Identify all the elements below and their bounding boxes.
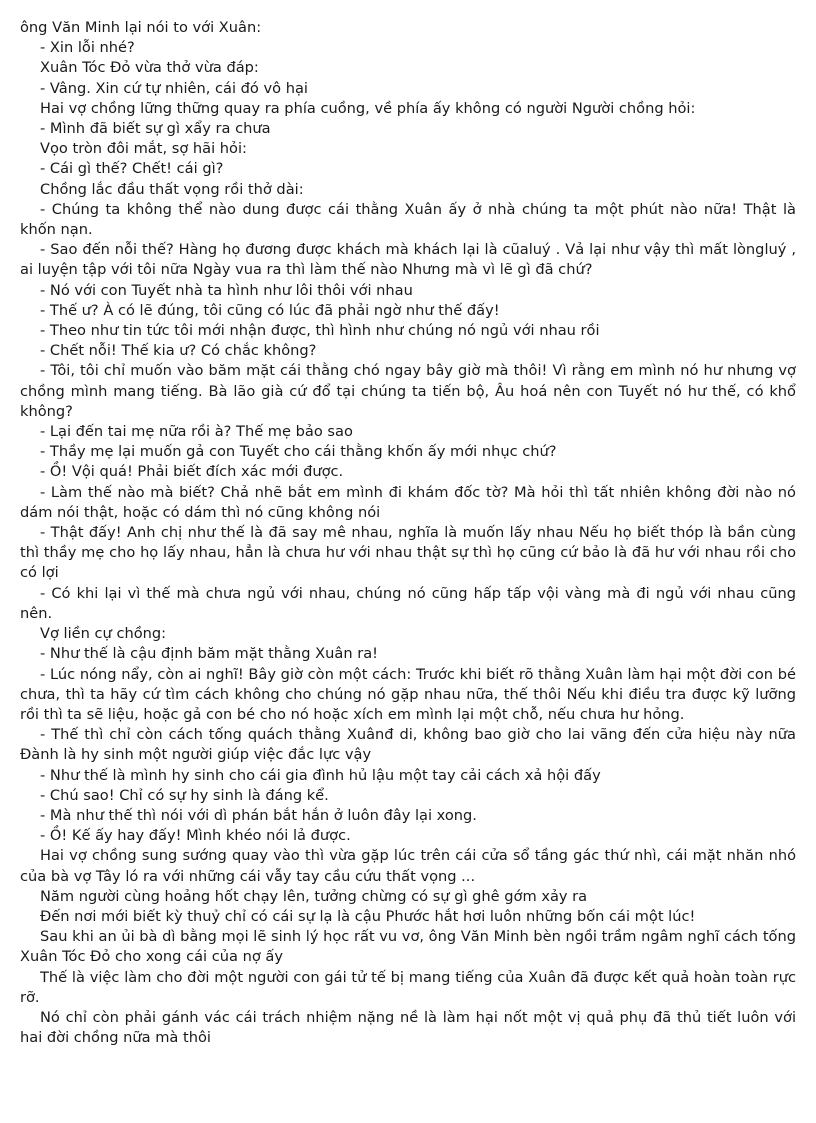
paragraph: Nó chỉ còn phải gánh vác cái trách nhiệm nặng nề là làm hại nốt một vị quả phụ đã thủ tiết luôn với hai đời chồng nữa mà thôi: [20, 1008, 796, 1047]
paragraph: Chồng lắc đầu thất vọng rồi thở dài:: [40, 180, 304, 198]
paragraph: - Như thế là mình hy sinh cho cái gia đình hủ lậu một tay cải cách xả hội đấy: [40, 766, 601, 784]
paragraph: - Cái gì thế? Chết! cái gì?: [40, 160, 224, 178]
paragraph: - Lúc nóng nẩy, còn ai nghĩ! Bây giờ còn một cách: Trước khi biết rõ thằng Xuân làm hại một đời con bé chưa, thì ta hãy cứ tìm cách không cho chúng nó gặp nhau nữa, thế thôi Nếu khi điều tra được kỹ lưỡng rồi thì ta sẽ liệu, hoặc gả con bé cho nó hoặc xích em mình lại một chỗ, nếu chưa hư hỏng.: [20, 665, 796, 723]
paragraph: - Ồ! Vội quá! Phải biết đích xác mới được.: [40, 463, 344, 481]
paragraph: Vợ liền cự chồng:: [40, 625, 167, 643]
paragraph: - Chú sao! Chỉ có sự hy sinh là đáng kể.: [40, 786, 329, 804]
paragraph: - Thế thì chỉ còn cách tống quách thằng Xuânđ di, không bao giờ cho lai vãng đến cửa hiệu này nữa Đành là hy sinh một người giúp việc đắc lực vậy: [20, 726, 796, 764]
paragraph: Xuân Tóc Đỏ vừa thở vừa đáp:: [40, 59, 259, 77]
paragraph: - Thật đấy! Anh chị như thế là đã say mê nhau, nghĩa là muốn lấy nhau Nếu họ biết thóp là bần cùng thì thầy mẹ cho họ lấy nhau, hẳn là chưa hư với nhau thật sự thì họ cũng cứ bảo là đã hư với nhau rồi cho có lợi: [20, 524, 796, 582]
paragraph: - Mà như thế thì nói với dì phán bắt hắn ở luôn đây lại xong.: [40, 806, 477, 824]
paragraph: - Thế ư? À có lẽ đúng, tôi cũng có lúc đã phải ngờ như thế đấy!: [40, 301, 500, 319]
paragraph: - Làm thế nào mà biết? Chả nhẽ bắt em mình đi khám đốc tờ? Mà hỏi thì tất nhiên không đời nào nó dám nói thật, hoặc có dám thì nó cũng không nói: [20, 483, 796, 521]
paragraph: Sau khi an ủi bà dì bằng mọi lẽ sinh lý học rất vu vơ, ông Văn Minh bèn ngồi trầm ngâm nghĩ cách tống Xuân Tóc Đỏ cho xong cái của nợ ấy: [20, 928, 796, 966]
paragraph: - Xin lỗi nhé?: [40, 39, 135, 57]
paragraph: Hai vợ chồng lững thững quay ra phía cuồng, về phía ấy không có người Người chồng hỏi:: [40, 99, 696, 117]
paragraph: Năm người cùng hoảng hốt chạy lên, tưởng chừng có sự gì ghê gớm xảy ra: [40, 887, 588, 905]
paragraph: Đến nơi mới biết kỳ thuỷ chỉ có cái sự lạ là cậu Phước hắt hơi luôn những bốn cái một lúc!: [40, 907, 696, 925]
paragraph: Hai vợ chồng sung sướng quay vào thì vừa gặp lúc trên cái cửa sổ tầng gác thứ nhì, cái mặt nhăn nhó của bà vợ Tây ló ra với những cái vẫy tay cầu cứu thất vọng ...: [20, 847, 796, 885]
paragraph: - Vâng. Xin cứ tự nhiên, cái đó vô hại: [40, 79, 308, 97]
paragraph: - Tôi, tôi chỉ muốn vào băm mặt cái thằng chó ngay bây giờ mà thôi! Vì rằng em mình nó hư nhưng vợ chồng mình mang tiếng. Bà lão già cứ đổ tại chúng ta tiến bộ, Âu hoá nên con Tuyết nó hư thế, có khổ không?: [20, 362, 796, 420]
paragraph: - Thầy mẹ lại muốn gả con Tuyết cho cái thằng khốn ấy mới nhục chứ?: [40, 443, 557, 461]
paragraph: - Theo như tin tức tôi mới nhận được, thì hình như chúng nó ngủ với nhau rồi: [40, 322, 600, 340]
paragraph: - Chết nỗi! Thế kia ư? Có chắc không?: [40, 342, 317, 360]
paragraph: Vọo tròn đôi mắt, sợ hãi hỏi:: [40, 140, 247, 158]
paragraph: - Như thế là cậu định băm mặt thằng Xuân ra!: [40, 645, 379, 663]
paragraph: - Nó với con Tuyết nhà ta hình như lôi thôi với nhau: [40, 281, 413, 299]
paragraph: - Có khi lại vì thế mà chưa ngủ với nhau, chúng nó cũng hấp tấp vội vàng mà đi ngủ với nhau cũng nên.: [20, 584, 796, 622]
paragraph: ông Văn Minh lại nói to với Xuân:: [20, 19, 262, 36]
paragraph: - Chúng ta không thể nào dung được cái thằng Xuân ấy ở nhà chúng ta một phút nào nữa! Thật là khốn nạn.: [20, 200, 796, 239]
paragraph: - Ồ! Kế ấy hay đấy! Mình khéo nói lả được.: [40, 827, 351, 845]
paragraph: Thế là việc làm cho đời một người con gái tử tế bị mang tiếng của Xuân đã được kết quả hoàn toàn rực rỡ.: [20, 968, 796, 1006]
paragraph: - Sao đến nỗi thế? Hàng họ đương được khách mà khách lại là cũaluý . Vả lại như vậy thì mất lòngluý , ai luyện tập với tôi nữa Ngày vua ra thì làm thế nào Nhưng mà vì lẽ gì đã chứ?: [20, 241, 796, 279]
paragraph: - Mình đã biết sự gì xẩy ra chưa: [40, 120, 271, 138]
paragraph: - Lại đến tai mẹ nữa rồi à? Thế mẹ bảo sao: [40, 423, 353, 441]
